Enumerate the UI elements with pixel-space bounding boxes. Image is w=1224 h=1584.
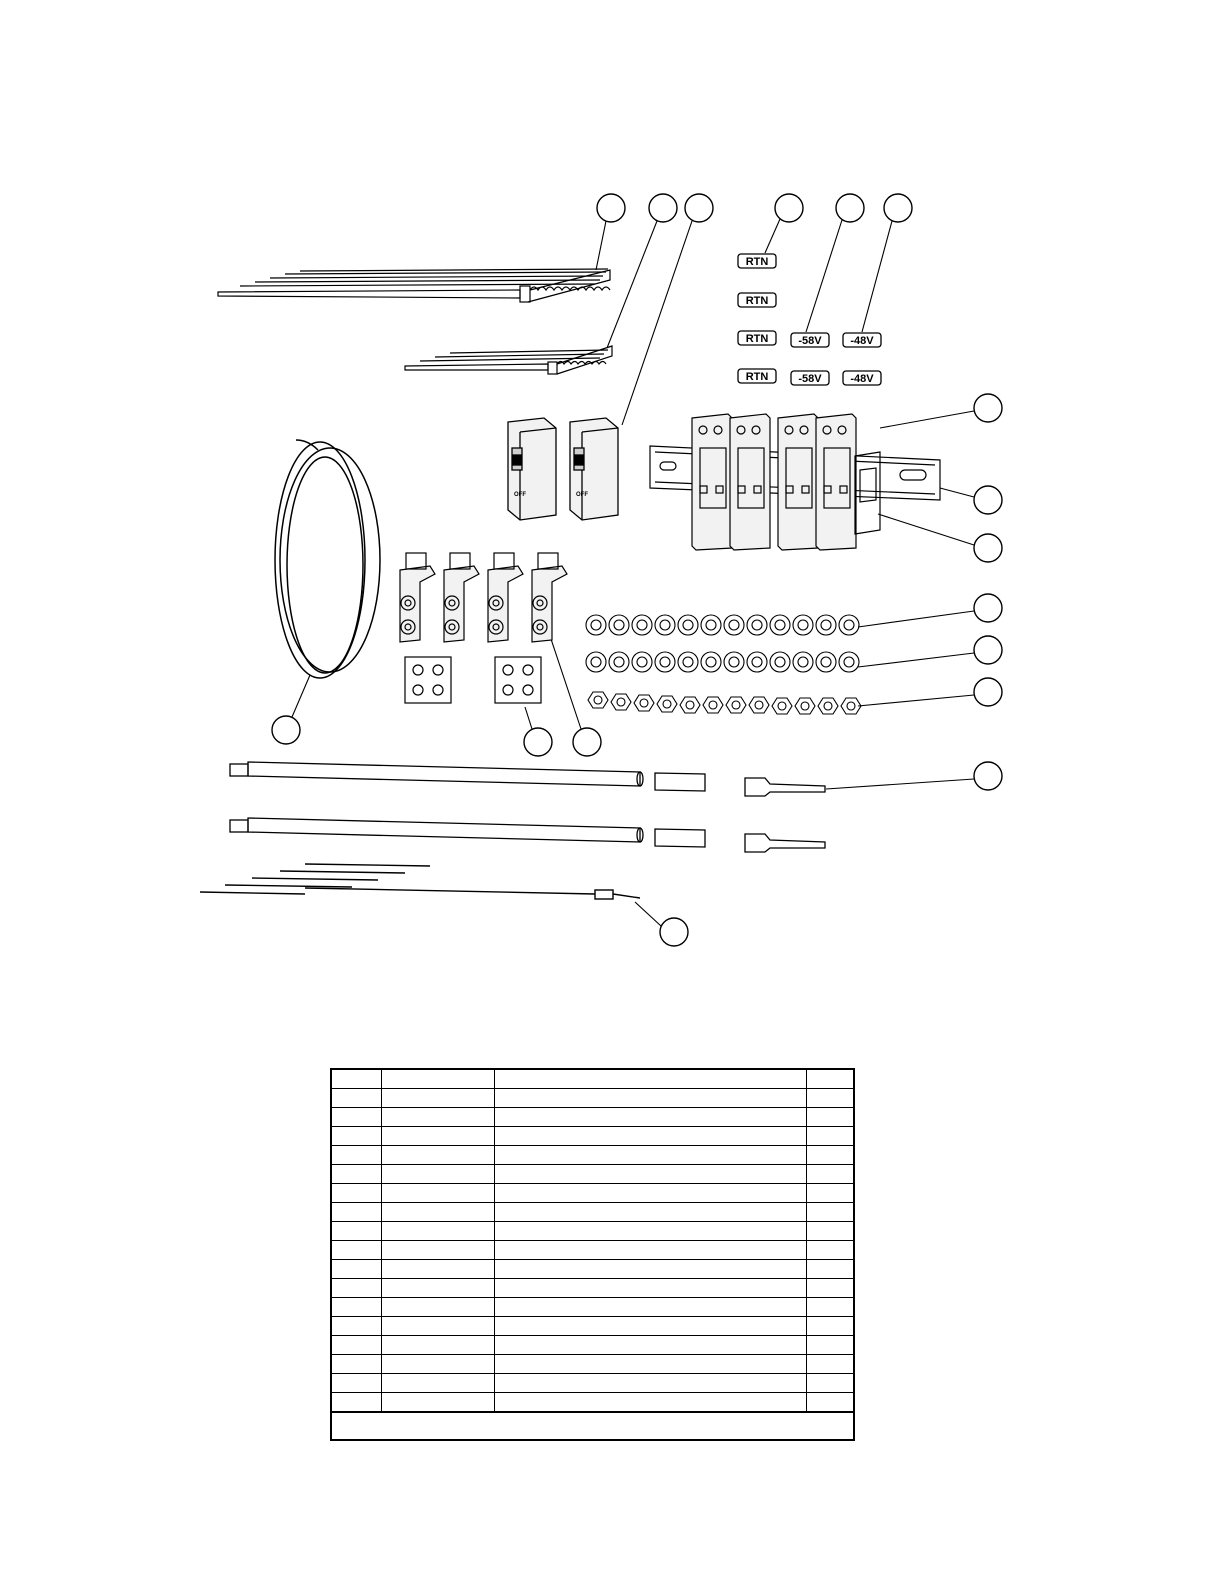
callout-balloon — [974, 486, 1002, 514]
callout-balloon — [836, 194, 864, 222]
wire-coil — [275, 440, 380, 678]
circuit-breaker-right — [570, 418, 618, 520]
table-row — [331, 1146, 854, 1165]
table-row — [331, 1241, 854, 1260]
clamp-plates — [405, 657, 541, 703]
table-row — [331, 1108, 854, 1127]
tag-text-rtn: RTN — [745, 256, 769, 268]
din-rail-terminal-assembly — [650, 414, 940, 550]
table-row — [331, 1336, 854, 1355]
circuit-breaker-left — [508, 418, 556, 520]
lock-washers-row — [586, 652, 859, 672]
tag-text-minus58: -58V — [798, 335, 822, 347]
tag-text-rtn: RTN — [745, 333, 769, 345]
table-note-row — [331, 1412, 854, 1440]
table-row — [331, 1355, 854, 1374]
callout-balloon — [884, 194, 912, 222]
cable-tie-bundle-long — [218, 269, 610, 302]
table-row — [331, 1089, 854, 1108]
table-row — [331, 1374, 854, 1393]
callout-balloon — [685, 194, 713, 222]
table-row — [331, 1165, 854, 1184]
callout-balloon — [974, 762, 1002, 790]
table-row — [331, 1298, 854, 1317]
callout-balloon — [272, 716, 300, 744]
breaker-off-text: OFF — [514, 492, 526, 498]
callout-balloon — [660, 918, 688, 946]
tag-text-minus48: -48V — [850, 373, 874, 385]
callout-balloon — [974, 394, 1002, 422]
callout-balloon — [974, 594, 1002, 622]
callout-balloon — [974, 636, 1002, 664]
table-row — [331, 1393, 854, 1413]
cable-assembly-2 — [230, 818, 825, 852]
callout-balloon — [649, 194, 677, 222]
flat-washers-row — [586, 615, 859, 635]
table-row — [331, 1260, 854, 1279]
bus-bar-clamps — [400, 553, 567, 642]
table-row — [331, 1127, 854, 1146]
leader-lines — [292, 219, 974, 926]
table-row — [331, 1203, 854, 1222]
tag-text-minus58: -58V — [798, 373, 822, 385]
table-row — [331, 1184, 854, 1203]
cable-tie-bundle-short — [405, 346, 612, 374]
callout-balloon — [524, 728, 552, 756]
thin-wires — [200, 864, 640, 899]
callout-balloon — [573, 728, 601, 756]
parts-list-table — [330, 1068, 855, 1441]
callout-balloon — [974, 678, 1002, 706]
breaker-off-text: OFF — [576, 492, 588, 498]
tag-text-minus48: -48V — [850, 335, 874, 347]
table-row — [331, 1317, 854, 1336]
callout-balloon — [775, 194, 803, 222]
table-row — [331, 1279, 854, 1298]
table-row — [331, 1069, 854, 1089]
tag-text-rtn: RTN — [745, 371, 769, 383]
callout-balloon — [974, 534, 1002, 562]
hex-nuts-row — [588, 692, 861, 714]
tag-text-rtn: RTN — [745, 295, 769, 307]
callout-balloon — [597, 194, 625, 222]
cable-assembly-1 — [230, 762, 825, 796]
table-row — [331, 1222, 854, 1241]
